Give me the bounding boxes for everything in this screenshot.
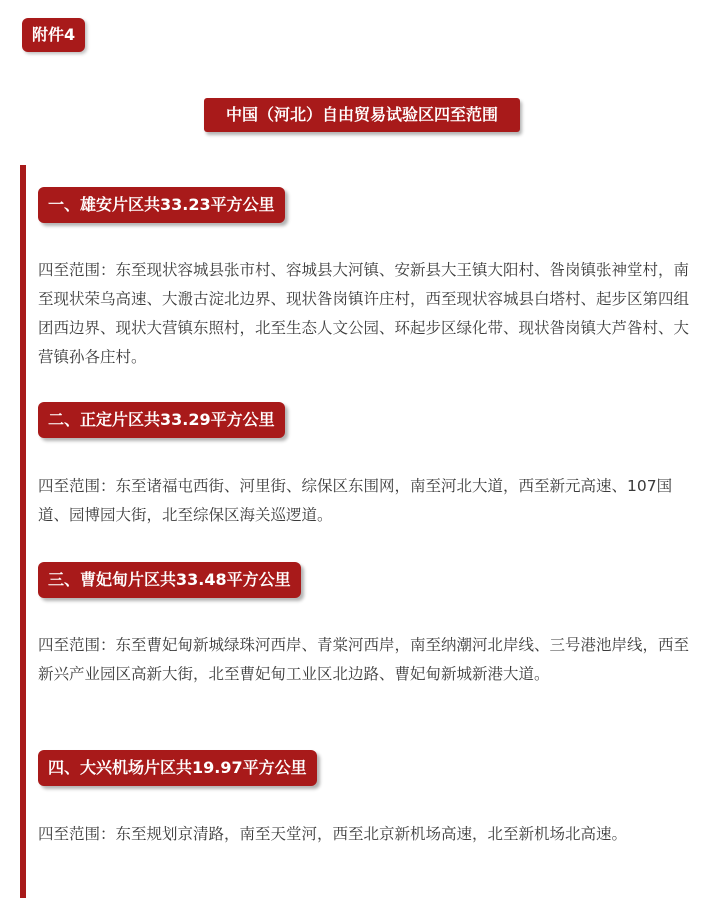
left-accent-rule [20, 165, 26, 898]
section-body-daxing-airport: 四至范围：东至规划京清路，南至天堂河，西至北京新机场高速，北至新机场北高速。 [38, 825, 628, 843]
section-heading-caofeidian: 三、曹妃甸片区共33.48平方公里 [38, 562, 301, 598]
section-heading-daxing-airport: 四、大兴机场片区共19.97平方公里 [38, 750, 317, 786]
section-body-zhengding: 四至范围：东至诸福屯西街、河里街、综保区东围网，南至河北大道，西至新元高速、107国道、园博园大街，北至综保区海关巡逻道。 [38, 477, 673, 524]
section-heading-xiongan: 一、雄安片区共33.23平方公里 [38, 187, 285, 223]
section-body-caofeidian: 四至范围：东至曹妃甸新城绿珠河西岸、青棠河西岸，南至纳潮河北岸线、三号港池岸线，西至新兴产业园区高新大街，北至曹妃甸工业区北边路、曹妃甸新城新港大道。 [38, 636, 690, 683]
section-heading-zhengding: 二、正定片区共33.29平方公里 [38, 402, 285, 438]
document-title: 中国（河北）自由贸易试验区四至范围 [204, 98, 520, 132]
annex-tag: 附件4 [22, 18, 85, 52]
section-body-xiongan: 四至范围：东至现状容城县张市村、容城县大河镇、安新县大王镇大阳村、昝岗镇张神堂村，南至现状荣乌高速、大溵古淀北边界、现状昝岗镇许庄村，西至现状容城县白塔村、起步区第四组团西边界、现状大营镇东照村，北至生态人文公园、环起步区绿化带、现状昝岗镇大芦昝村、大营镇孙各庄村。 [38, 261, 690, 366]
